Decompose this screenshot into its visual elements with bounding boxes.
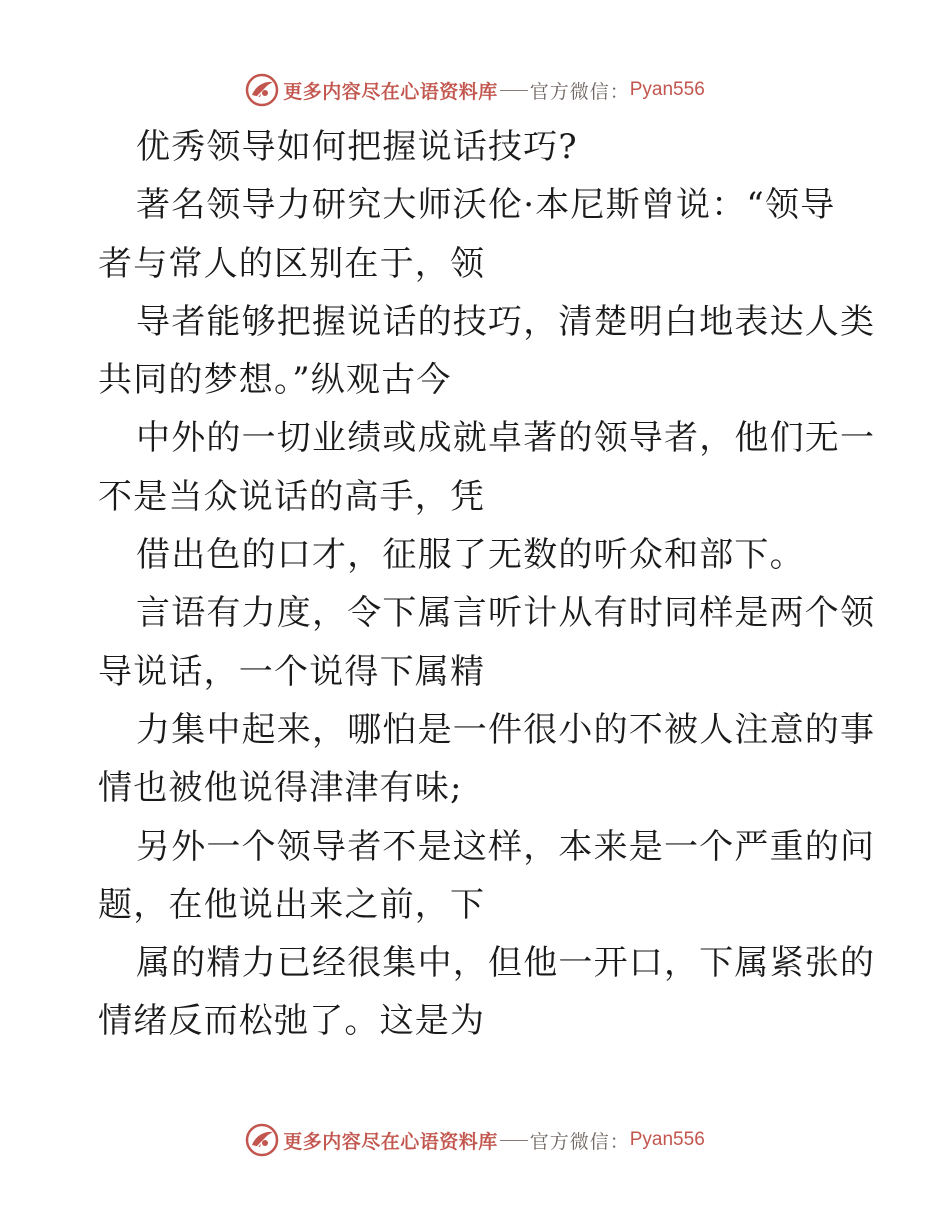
banner-main-text: 更多内容尽在心语资料库 [283, 1130, 498, 1153]
paragraph-line: 中外的一切业绩或成就卓著的领导者，他们无一 [136, 418, 876, 459]
paragraph-line: 情绪反而松弛了。这是为 [98, 1001, 486, 1042]
document-body [98, 118, 876, 1051]
banner-wx-label: 官方微信： [529, 1130, 630, 1153]
paragraph-line: 借出色的口才，征服了无数的听众和部下。 [136, 535, 805, 576]
paragraph-line: 言语有力度，令下属言听计从有时同样是两个领 [136, 593, 876, 634]
paragraph-line: 著名领导力研究大师沃伦·本尼斯曾说：“领导 [136, 185, 836, 226]
paragraph-line: 者与常人的区别在于，领 [98, 243, 486, 284]
paragraph-line: 情也被他说得津津有味; [98, 768, 463, 809]
paragraph-line: 力集中起来，哪怕是一件很小的不被人注意的事 [136, 709, 876, 750]
paragraph-line: 另外一个领导者不是这样，本来是一个严重的问 [136, 826, 876, 867]
banner-dash [500, 1140, 528, 1141]
header-banner [0, 70, 950, 110]
paragraph-line: 导者能够把握说话的技巧，清楚明白地表达人类 [136, 301, 876, 342]
paragraph-line: 导说话，一个说得下属精 [98, 651, 486, 692]
paragraph-line: 优秀领导如何把握说话技巧? [136, 127, 578, 167]
paragraph-line: 不是当众说话的高手，凭 [98, 476, 486, 517]
banner-wx-id: Pyan556 [629, 1129, 705, 1150]
brand-logo-icon [245, 73, 279, 107]
paragraph-line: 题，在他说出来之前，下 [98, 884, 486, 925]
banner-dash [500, 90, 528, 91]
banner-main-text: 更多内容尽在心语资料库 [283, 80, 498, 103]
banner-wx-label: 官方微信： [529, 80, 630, 103]
brand-logo-icon [245, 1123, 279, 1157]
banner-wx-id: Pyan556 [629, 79, 705, 100]
paragraph-line: 属的精力已经很集中，但他一开口，下属紧张的 [136, 943, 876, 984]
paragraph-line: 共同的梦想。”纵观古今 [98, 360, 452, 401]
footer-banner [0, 1120, 950, 1160]
